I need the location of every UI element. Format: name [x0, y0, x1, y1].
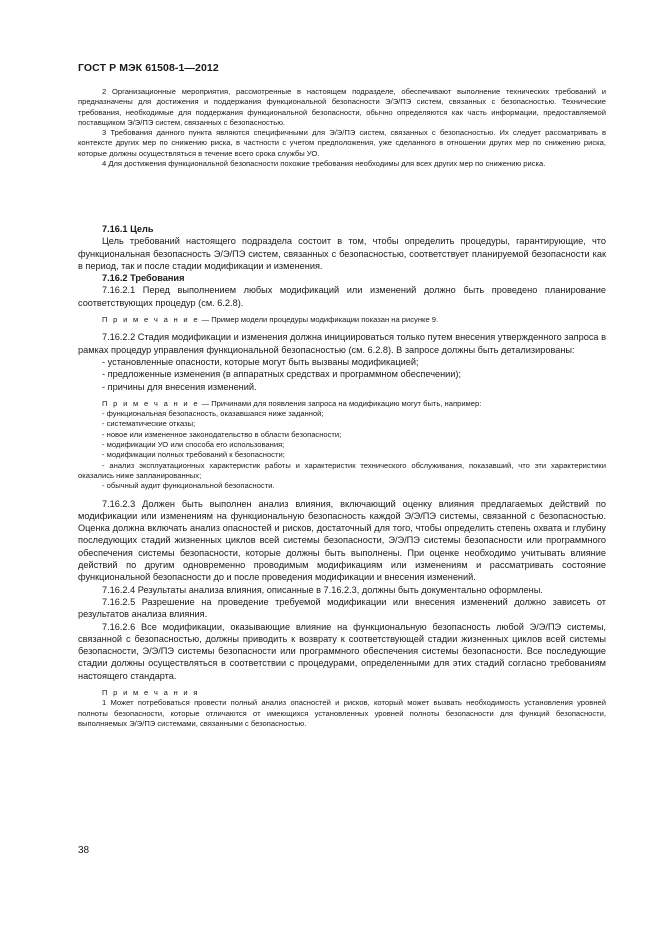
note-list-item: - обычный аудит функциональной безопасности. [102, 481, 275, 491]
list-item: - причины для внесения изменений. [102, 381, 257, 392]
paragraph-7-16-2-2: 7.16.2.2 Стадия модификации и изменения должна инициироваться только путем внесения утвержденного запроса в рамках процедур управления функциональной безопасностью (см. 6.2.8). В запросе должны быть детализированы: [78, 332, 606, 355]
note-label: П р и м е ч а н и е [102, 398, 200, 408]
note-reasons [78, 399, 606, 409]
notes-top [78, 87, 606, 169]
note-list-item: - систематические отказы; [102, 419, 196, 429]
note-list-item: - новое или измененное законодательство в области безопасности; [102, 429, 342, 439]
paragraph-7-16-2-5: 7.16.2.5 Разрешение на проведение требуемой модификации или внесения изменений должно зависеть от результатов анализа влияния. [78, 596, 606, 620]
page-number: 38 [78, 845, 90, 856]
note-list-item: - анализ эксплуатационных характеристик работы и характеристик технического обслуживания, показавший, что эти характеристики оказались ниже запланированных; [78, 460, 606, 480]
paragraph-7-16-2-4: 7.16.2.4 Результаты анализа влияния, описанные в 7.16.2.3, должны быть документально оформлены. [102, 584, 543, 595]
notes-label-text: П р и м е ч а н и я [102, 687, 200, 697]
document-header: ГОСТ Р МЭК 61508-1—2012 [78, 62, 219, 74]
paragraph-7-16-2-3: 7.16.2.3 Должен быть выполнен анализ влияния, включающий оценку влияния предлагаемых действий по модификации или изменениям на функциональную безопасность каждой Э/Э/ПЭ системы, связанной с безопасностью. Оценка должна включать анализ опасностей и рисков, достаточный для того, чтобы определить степень охвата и глубину последующих стадий жизненных циклов всей системы безопасности, Э/Э/ПЭ системы безопасности или программного обеспечения системы безопасности, которые должны быть выполнены. При оценке необходимо учитывать влияние действий по другим одновременно проводимым модификациям или изменениям и рассматривать состояние функциональной безопасности до и после проведения модификации и внесения изменений. [78, 498, 606, 583]
list-item: - установленные опасности, которые могут быть вызваны модификацией; [102, 356, 419, 367]
heading-goal: 7.16.1 Цель [102, 224, 154, 234]
note-list-item: - функциональная безопасность, оказавшаяся ниже заданной; [102, 409, 324, 419]
note-2: 2 Организационные мероприятия, рассмотренные в настоящем подразделе, обеспечивают выполнение технических требований и предназначены для достижения и поддержания функциональной безопасности Э/Э/ПЭ систем, связанных с безопасностью. Технические требования, необходимые для поддержания функциональной безопасности, обычно определяются как часть информации, предоставляемой поставщиком Э/Э/ПЭ систем, связанных с безопасностью. [78, 87, 606, 127]
note-list-item: - модификации полных требований к безопасности; [102, 450, 285, 460]
heading-requirements: 7.16.2 Требования [102, 273, 185, 284]
note-text: — Причинами для появления запроса на модификацию могут быть, например: [199, 398, 482, 408]
paragraph-7-16-2-6: 7.16.2.6 Все модификации, оказывающие влияние на функциональную безопасность любой Э/Э/ПЭ системы, связанной с безопасностью, должны приводить к возврату к соответствующей стадии жизненных циклов всей системы безопасности, Э/Э/ПЭ системы безопасности или программного обеспечения системы безопасности. Все последующие стадии должны осуществляться в соответствии с процедурами, определенными для этих стадий согласно требованиям настоящего стандарта. [78, 621, 606, 681]
note-1-risk-analysis: 1 Может потребоваться провести полный анализ опасностей и рисков, который может вызвать необходимость установления уровней полноты безопасности, которые отличаются от имеющихся установленных уровней полноты безопасности для функций безопасности, выполняемых Э/Э/ПЭ системами, связанными с безопасностью. [78, 698, 606, 728]
note-modification-model [78, 315, 606, 325]
note-3: 3 Требования данного пункта являются специфичными для Э/Э/ПЭ систем, связанных с безопасностью. Их следует рассматривать в контексте других мер по снижению риска, в частности с учетом предположения, уже сделанного в отношении других мер по снижению риска, которые должны осуществляться в течение всего срока службы УО. [78, 128, 606, 158]
section-7-16 [78, 223, 606, 729]
note-label: П р и м е ч а н и е [102, 315, 200, 325]
note-list-item: - модификации УО или способа его использования; [102, 440, 285, 450]
paragraph-7-16-2-1: 7.16.2.1 Перед выполнением любых модификаций или изменений должно быть проведено планирование соответствующих процедур (см. 6.2.8). [78, 285, 606, 308]
note-text: — Пример модели процедуры модификации показан на рисунке 9. [199, 315, 439, 325]
note-4: 4 Для достижения функциональной безопасности похожие требования необходимы для всех других мер по снижению риска. [102, 159, 546, 169]
paragraph-goal: Цель требований настоящего подраздела состоит в том, чтобы определить процедуры, гарантирующие, что функциональная безопасность Э/Э/ПЭ систем, связанных с безопасностью, соответствует планируемой безопасности как в период, так и после стадии модификации и изменения. [78, 236, 606, 271]
list-item: - предложенные изменения (в аппаратных средствах и программном обеспечении); [102, 369, 462, 380]
notes-label [78, 688, 606, 698]
